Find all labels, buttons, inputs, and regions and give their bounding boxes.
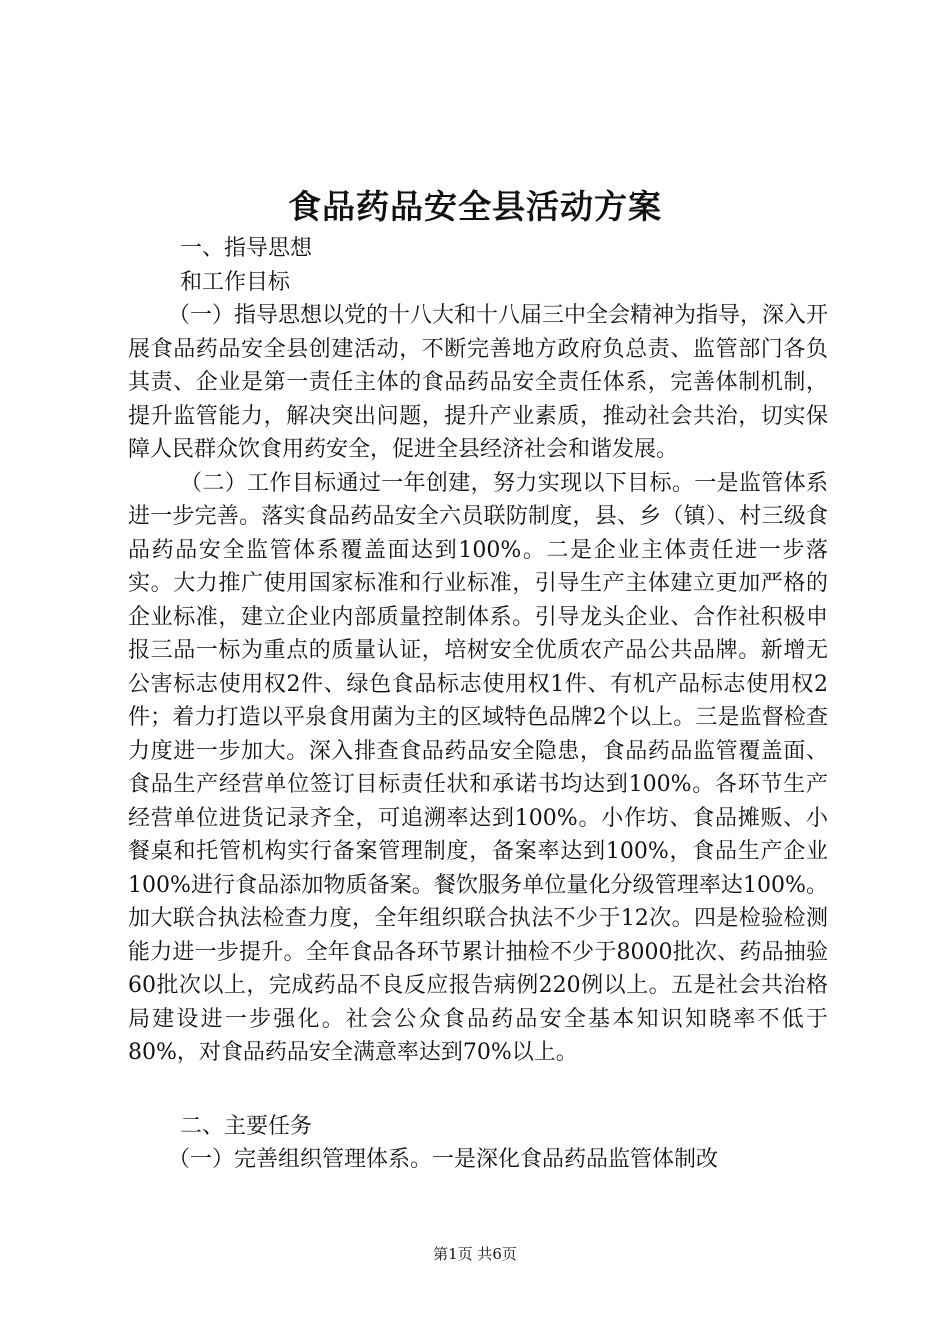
section2-heading: 二、主要任务 [180,1113,313,1139]
paragraph-main-tasks: （一）完善组织管理体系。一是深化食品药品监管体制改 [168,1147,719,1172]
page-number-footer: 第1页 共6页 [433,1245,517,1263]
document-title: 食品药品安全县活动方案 [288,187,662,226]
section-spacer [128,1070,828,1110]
paragraph-guiding-ideology: （一）指导思想以党的十八大和十八届三中全会精神为指导，深入开展食品药品安全县创建活动，不断完善地方政府负总责、监管部门各负其责、企业是第一责任主体的食品药品安全责任体系，完善体制机制，提升监管能力，解决突出问题，提升产业素质，推动社会共治，切实保障人民群众饮食用药安全，促进全县经济社会和谐发展。 [128,303,829,462]
section1-heading: 一、指导思想 [180,236,313,261]
paragraph-work-goals: （二）工作目标通过一年创建，努力实现以下目标。一是监管体系进一步完善。落实食品药品安全六员联防制度，县、乡（镇）、村三级食品药品安全监管体系覆盖面达到100%。二是企业主体责任进一步落实。大力推广使用国家标准和行业标准，引导生产主体建立更加严格的企业标准，建立企业内部质量控制体系。引导龙头企业、合作社积极申报三品一标为重点的质量认证，培树安全优质农产品公共品牌。新增无公害标志使用权2件、绿色食品标志使用权1件、有机产品标志使用权2件；着力打造以平泉食用菌为主的区域特色品牌2个以上。三是监督检查力度进一步加大。深入排查食品药品安全隐患，食品药品监管覆盖面、食品生产经营单位签订目标责任状和承诺书均达到100%。各环节生产经营单位进货记录齐全，可追溯率达到100%。小作坊、食品摊贩、小餐桌和托管机构实行备案管理制度，备案率达到100%，食品生产企业100%进行食品添加物质备案。餐饮服务单位量化分级管理率达100%。加大联合执法检查力度，全年组织联合执法不少于12次。四是检验检测能力进一步提升。全年食品各环节累计抽检不少于8000批次、药品抽验60批次以上，完成药品不良反应报告病例220例以上。五是社会共治格局建设进一步强化。社会公众食品药品安全基本知识知晓率不低于80%，对食品药品安全满意率达到70%以上。 [128,470,828,1065]
document-body [128,232,828,1177]
section1-subheading: 和工作目标 [180,269,291,295]
